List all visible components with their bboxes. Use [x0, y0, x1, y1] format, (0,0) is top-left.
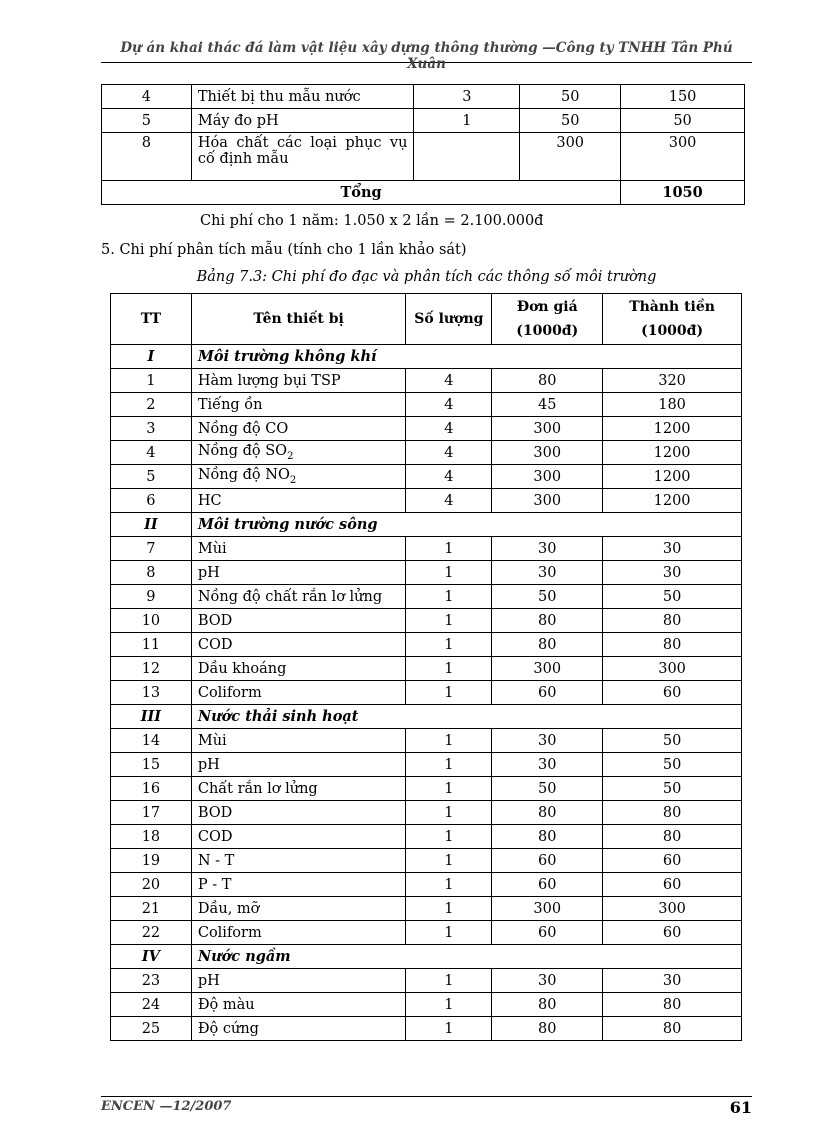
cell-tt: 7: [111, 537, 192, 561]
cell-qty: 1: [406, 681, 492, 705]
cell-tt: 22: [111, 921, 192, 945]
cell-name-text: Coliform: [197, 684, 262, 701]
cell-qty: 1: [406, 657, 492, 681]
cell-total: 80: [603, 801, 742, 825]
cell-price: 300: [492, 489, 603, 513]
cell-name: Thiết bị thu mẫu nước: [191, 85, 414, 109]
cell-name-text: Mùi: [197, 540, 227, 557]
cell-price: 80: [492, 993, 603, 1017]
header-total-line2: (1000đ): [641, 323, 704, 339]
cell-tt: 12: [111, 657, 192, 681]
cell-name: [191, 681, 406, 705]
cell-tt: 4: [102, 85, 192, 109]
table-row: [111, 969, 742, 993]
cell-name: [191, 441, 406, 465]
analysis-cost-table: [110, 293, 742, 1041]
cell-price: 50: [520, 109, 621, 133]
section-row: [111, 945, 742, 969]
cell-price: 60: [492, 873, 603, 897]
cell-name-text: Độ màu: [197, 996, 255, 1013]
cell-price: 300: [492, 417, 603, 441]
section-number: III: [111, 705, 192, 729]
total-label: Tổng: [102, 181, 621, 205]
cell-qty: 1: [406, 777, 492, 801]
cell-price: 80: [492, 369, 603, 393]
cell-name-text: Độ cứng: [197, 1020, 259, 1037]
table-row: [111, 369, 742, 393]
section-row: [111, 513, 742, 537]
cell-total: 300: [603, 657, 742, 681]
cell-qty: 1: [406, 753, 492, 777]
cell-name: [191, 561, 406, 585]
cell-tt: 4: [111, 441, 192, 465]
cell-name-subscript: 2: [289, 474, 297, 486]
footer-divider: [101, 1096, 752, 1097]
cell-tt: 1: [111, 369, 192, 393]
cell-qty: 1: [406, 873, 492, 897]
table-caption: Bảng 7.3: Chi phí đo đạc và phân tích các thông số môi trường: [196, 269, 657, 285]
table-row: [111, 537, 742, 561]
cell-total: 50: [603, 585, 742, 609]
table-row: [111, 825, 742, 849]
table-row: [111, 921, 742, 945]
cell-name-subscript: 2: [287, 450, 294, 462]
cell-total: 50: [603, 729, 742, 753]
header-qty: Số lượng: [406, 294, 492, 345]
cell-tt: 2: [111, 393, 192, 417]
cell-price: 45: [492, 393, 603, 417]
cell-total: 150: [621, 85, 745, 109]
cell-name: [191, 1017, 406, 1041]
cell-tt: 19: [111, 849, 192, 873]
cell-name: [191, 537, 406, 561]
cell-tt: 21: [111, 897, 192, 921]
cell-price: 80: [492, 609, 603, 633]
cell-total: 60: [603, 873, 742, 897]
cell-name: [191, 489, 406, 513]
table-row: [111, 609, 742, 633]
cell-qty: 1: [406, 897, 492, 921]
table-row: [111, 393, 742, 417]
section-number: II: [111, 513, 192, 537]
cell-price: 300: [492, 657, 603, 681]
cell-qty: 1: [406, 993, 492, 1017]
cell-tt: 14: [111, 729, 192, 753]
cell-total: 80: [603, 1017, 742, 1041]
cell-tt: 25: [111, 1017, 192, 1041]
cell-total: 30: [603, 537, 742, 561]
cell-name: [191, 825, 406, 849]
cell-tt: 16: [111, 777, 192, 801]
table-row: [111, 681, 742, 705]
cell-name-text: Dầu khoáng: [197, 660, 287, 677]
cell-qty: 1: [406, 825, 492, 849]
cell-name: [191, 633, 406, 657]
header-total-line1: Thành tiền: [629, 299, 715, 315]
cell-name: [191, 657, 406, 681]
cell-price: 80: [492, 1017, 603, 1041]
page-header: Dự án khai thác đá làm vật liệu xây dựng thông thường —Công ty TNHH Tân Phú Xuân: [101, 40, 752, 63]
header-price-line1: Đơn giá: [516, 299, 578, 315]
cell-qty: 4: [406, 369, 492, 393]
cell-qty: 1: [406, 849, 492, 873]
annual-cost-note: Chi phí cho 1 năm: 1.050 x 2 lần = 2.100.000đ: [200, 213, 544, 229]
cell-total: 30: [603, 561, 742, 585]
cell-qty: 1: [406, 969, 492, 993]
cell-total: 1200: [603, 441, 742, 465]
cell-total: 300: [621, 133, 745, 181]
section-item-5: 5. Chi phí phân tích mẫu (tính cho 1 lần khảo sát): [101, 242, 467, 258]
table-row: [102, 85, 745, 109]
cell-tt: 23: [111, 969, 192, 993]
cell-price: 60: [492, 849, 603, 873]
analysis-table-body: [111, 345, 742, 1041]
equipment-cost-table: [101, 84, 745, 205]
table-row: [111, 489, 742, 513]
cell-name: Máy đo pH: [191, 109, 414, 133]
cell-name-text: pH: [197, 972, 220, 989]
cell-name-text: Nồng độ SO: [197, 443, 288, 460]
cell-qty: 4: [406, 441, 492, 465]
header-total: [603, 294, 742, 345]
cell-tt: 5: [102, 109, 192, 133]
table-row: [111, 657, 742, 681]
table-row: [111, 897, 742, 921]
cell-tt: 10: [111, 609, 192, 633]
cell-name: [191, 465, 406, 489]
cell-qty: 4: [406, 465, 492, 489]
cell-tt: 8: [111, 561, 192, 585]
section-row: [111, 345, 742, 369]
cell-qty: 1: [406, 1017, 492, 1041]
cell-qty: 1: [406, 609, 492, 633]
cell-price: 300: [492, 897, 603, 921]
cell-name: [191, 585, 406, 609]
cell-total: 180: [603, 393, 742, 417]
cell-tt: 13: [111, 681, 192, 705]
cell-name: [191, 393, 406, 417]
cell-total: 80: [603, 825, 742, 849]
table-row: [111, 1017, 742, 1041]
table-row: [111, 561, 742, 585]
cell-price: 50: [492, 777, 603, 801]
cell-name-text: pH: [197, 564, 220, 581]
cell-price: 80: [492, 801, 603, 825]
total-value: 1050: [621, 181, 745, 205]
cell-name: [191, 921, 406, 945]
cell-name-text: Chất rắn lơ lửng: [197, 780, 318, 797]
cell-price: 300: [492, 441, 603, 465]
table-row: [111, 873, 742, 897]
cell-price: 30: [492, 753, 603, 777]
cell-total: 60: [603, 921, 742, 945]
cell-total: 30: [603, 969, 742, 993]
table-row: [111, 849, 742, 873]
cell-total: 1200: [603, 489, 742, 513]
cell-total: 50: [603, 777, 742, 801]
cell-name-text: Hàm lượng bụi TSP: [197, 372, 341, 389]
cell-price: 30: [492, 969, 603, 993]
cell-name: [191, 729, 406, 753]
cell-name: [191, 849, 406, 873]
section-title: Nước ngầm: [191, 945, 741, 969]
cell-total: 60: [603, 681, 742, 705]
cell-name-text: HC: [197, 492, 222, 509]
table-row: [111, 993, 742, 1017]
cell-price: 80: [492, 825, 603, 849]
section-number: I: [111, 345, 192, 369]
cell-qty: 1: [406, 801, 492, 825]
cell-name-text: Mùi: [197, 732, 227, 749]
cell-name: [191, 969, 406, 993]
cell-name: [191, 993, 406, 1017]
cell-name: [191, 873, 406, 897]
table-row: [111, 585, 742, 609]
cell-name: [191, 897, 406, 921]
table-row: [111, 801, 742, 825]
header-price-line2: (1000đ): [516, 323, 579, 339]
cell-total: 320: [603, 369, 742, 393]
cell-qty: 1: [406, 561, 492, 585]
cell-name: [191, 777, 406, 801]
table-row: [111, 465, 742, 489]
cell-name: [191, 417, 406, 441]
table-row: [111, 777, 742, 801]
cell-price: 300: [492, 465, 603, 489]
header-tt: TT: [111, 294, 192, 345]
cell-qty: 4: [406, 417, 492, 441]
cell-name: [191, 369, 406, 393]
cell-total: 80: [603, 993, 742, 1017]
cell-price: 80: [492, 633, 603, 657]
cell-name-text: Tiếng ồn: [197, 396, 263, 413]
cell-total: 60: [603, 849, 742, 873]
cell-qty: 1: [406, 921, 492, 945]
cell-qty: 1: [406, 729, 492, 753]
table-row: [111, 729, 742, 753]
table-row: [102, 109, 745, 133]
cell-qty: 4: [406, 393, 492, 417]
section-row: [111, 705, 742, 729]
cell-price: 30: [492, 729, 603, 753]
cell-qty: 1: [406, 585, 492, 609]
cell-name-text: Dầu, mỡ: [197, 900, 260, 917]
cell-total: 50: [621, 109, 745, 133]
cell-name-text: pH: [197, 756, 220, 773]
cell-qty: 4: [406, 489, 492, 513]
cell-tt: 8: [102, 133, 192, 181]
header-price: [492, 294, 603, 345]
cell-price: 50: [520, 85, 621, 109]
cell-price: 60: [492, 921, 603, 945]
section-number: IV: [111, 945, 192, 969]
cell-tt: 18: [111, 825, 192, 849]
cell-price: 300: [520, 133, 621, 181]
cell-name-text: Nồng độ CO: [197, 420, 289, 437]
cell-name: [191, 801, 406, 825]
cell-price: 50: [492, 585, 603, 609]
page-number: 61: [729, 1098, 752, 1117]
cell-price: 30: [492, 537, 603, 561]
cell-price: 60: [492, 681, 603, 705]
cell-tt: 15: [111, 753, 192, 777]
cell-qty: 3: [414, 85, 520, 109]
cell-name-text: P - T: [197, 876, 232, 893]
cell-tt: 3: [111, 417, 192, 441]
cell-price: 30: [492, 561, 603, 585]
cell-tt: 17: [111, 801, 192, 825]
table-row: [111, 417, 742, 441]
table-row: [111, 441, 742, 465]
cell-name-text: N - T: [197, 852, 235, 869]
header-name: Tên thiết bị: [191, 294, 406, 345]
cell-name-text: Coliform: [197, 924, 262, 941]
cell-name-text: COD: [197, 636, 233, 653]
cell-total: 50: [603, 753, 742, 777]
cell-name-text: BOD: [197, 612, 233, 629]
cell-tt: 20: [111, 873, 192, 897]
cell-total: 1200: [603, 417, 742, 441]
cell-name-text: COD: [197, 828, 233, 845]
table-row: [111, 753, 742, 777]
footer-text: ENCEN —12/2007: [101, 1099, 232, 1114]
cell-total: 80: [603, 633, 742, 657]
cell-name: [191, 609, 406, 633]
table-row: [102, 133, 745, 181]
cell-tt: 24: [111, 993, 192, 1017]
table-header-row: [111, 294, 742, 345]
section-title: Môi trường nước sông: [191, 513, 741, 537]
cell-name: Hóa chất các loại phục vụ cố định mẫu: [191, 133, 414, 181]
cell-qty: [414, 133, 520, 181]
cell-tt: 5: [111, 465, 192, 489]
cell-tt: 6: [111, 489, 192, 513]
cell-total: 300: [603, 897, 742, 921]
cell-tt: 9: [111, 585, 192, 609]
cell-total: 80: [603, 609, 742, 633]
cell-tt: 11: [111, 633, 192, 657]
cell-name-text: BOD: [197, 804, 233, 821]
total-row: [102, 181, 745, 205]
cell-name: [191, 753, 406, 777]
table-row: [111, 633, 742, 657]
section-title: Môi trường không khí: [191, 345, 741, 369]
cell-name-text: Nồng độ NO: [197, 467, 290, 484]
cell-qty: 1: [406, 537, 492, 561]
cell-qty: 1: [406, 633, 492, 657]
cell-name-text: Nồng độ chất rắn lơ lửng: [197, 588, 383, 605]
section-title: Nước thải sinh hoạt: [191, 705, 741, 729]
cell-total: 1200: [603, 465, 742, 489]
cell-qty: 1: [414, 109, 520, 133]
